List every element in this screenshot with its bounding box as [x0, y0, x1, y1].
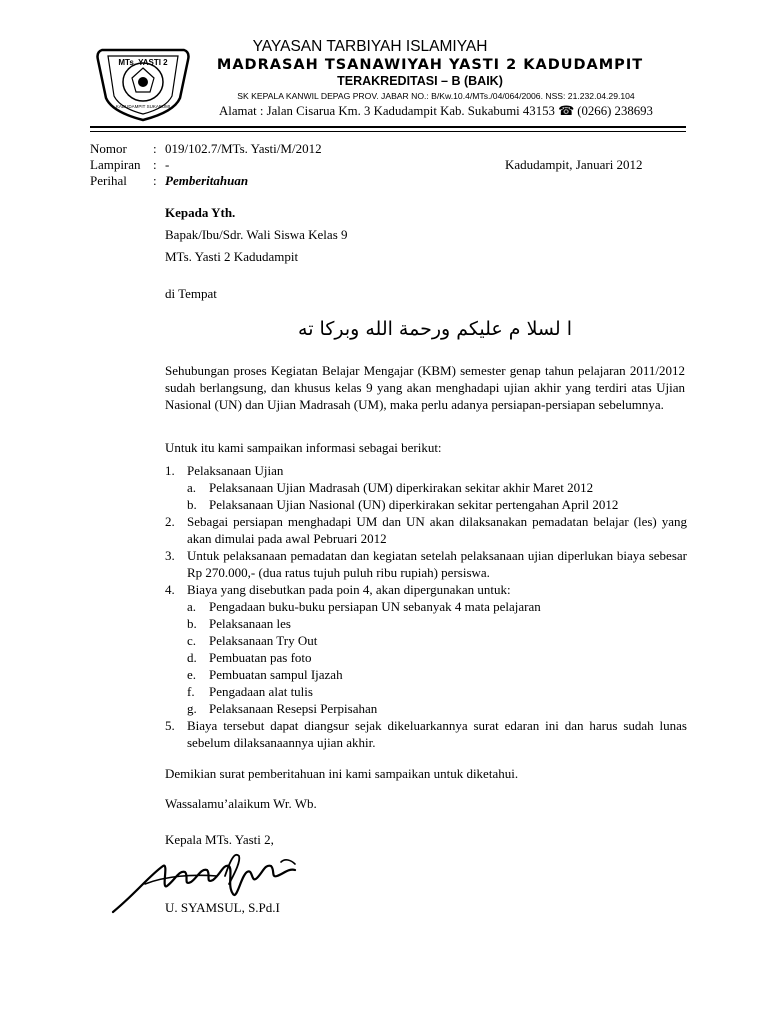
list-item-number: 5. [165, 718, 175, 733]
lampiran-value: - [165, 157, 170, 172]
nomor-value: 019/102.7/MTs. Yasti/M/2012 [165, 141, 322, 156]
recipient-line1: Bapak/Ibu/Sdr. Wali Siswa Kelas 9 [165, 227, 348, 242]
list-item [165, 547, 687, 581]
sub-list-item [165, 683, 687, 700]
sub-item-letter: c. [187, 633, 197, 648]
sub-item-letter: e. [187, 667, 197, 682]
lampiran-label: Lampiran [90, 157, 141, 172]
sub-item-letter: b. [187, 616, 197, 631]
perihal-label: Perihal [90, 173, 127, 188]
sub-list-item [165, 666, 687, 683]
sub-item-letter: a. [187, 480, 197, 495]
sub-item-letter: g. [187, 701, 197, 716]
recipient-line3: di Tempat [165, 286, 217, 301]
letterhead-rule-thin [90, 131, 686, 132]
paragraph-intro-list: Untuk itu kami sampaikan informasi sebagai berikut: [165, 440, 442, 455]
nomor-label: Nomor [90, 141, 127, 156]
sub-list-item [165, 496, 687, 513]
sub-item-letter: a. [187, 599, 197, 614]
school-name: MADRASAH TSANAWIYAH YASTI 2 KADUDAMPIT [216, 57, 644, 73]
info-list [165, 462, 687, 751]
decree-line: SK KEPALA KANWIL DEPAG PROV. JABAR NO.: B/Kw.10.4/MTs./04/064/2006. NSS: 21.232.04.29.104 [237, 91, 635, 101]
school-logo [94, 42, 192, 122]
logo-bottom-text: KADUDAMPIT SUKABUMI [115, 104, 171, 109]
perihal-colon: : [153, 173, 157, 188]
sub-item-text: Pelaksanaan Resepsi Perpisahan [209, 701, 378, 716]
letterhead-rule-thick [90, 126, 686, 128]
sub-item-text: Pelaksanaan Ujian Madrasah (UM) diperkirakan sekitar akhir Maret 2012 [209, 480, 594, 495]
address-line: Alamat : Jalan Cisarua Km. 3 Kadudampit Kab. Sukabumi 43153 ☎ (0266) 238693 [219, 104, 653, 118]
list-item-number: 3. [165, 548, 175, 563]
sub-list-item [165, 649, 687, 666]
sub-item-text: Pengadaan buku-buku persiapan UN sebanyak 4 mata pelajaran [209, 599, 541, 614]
foundation-name: YAYASAN TARBIYAH ISLAMIYAH [252, 38, 488, 55]
paragraph-closing: Demikian surat pemberitahuan ini kami sampaikan untuk diketahui. [165, 766, 519, 781]
list-item-number: 1. [165, 463, 175, 478]
sub-list-item [165, 700, 687, 717]
sub-item-text: Pembuatan sampul Ijazah [209, 667, 343, 682]
nomor-colon: : [153, 141, 157, 156]
sub-list-item [165, 598, 687, 615]
sub-list-item [165, 632, 687, 649]
list-item-text: Pelaksanaan Ujian [187, 463, 284, 478]
accreditation: TERAKREDITASI – B (BAIK) [337, 74, 503, 88]
sub-item-text: Pelaksanaan Try Out [209, 633, 318, 648]
place-date: Kadudampit, Januari 2012 [505, 157, 643, 172]
sub-item-text: Pengadaan alat tulis [209, 684, 313, 699]
sub-item-letter: f. [187, 684, 195, 699]
signatory-title: Kepala MTs. Yasti 2, [165, 832, 274, 847]
list-item-number: 2. [165, 514, 175, 529]
list-item-text: Sebagai persiapan menghadapi UM dan UN akan dilaksanakan pemadatan belajar (les) yang akan dimulai pada awal Pebruari 2012 [187, 514, 687, 546]
sub-item-letter: b. [187, 497, 197, 512]
list-item-text: Biaya tersebut dapat diangsur sejak dikeluarkannya surat edaran ini dan harus sudah lunas sebelum dilaksanaannya ujian akhir. [187, 718, 687, 750]
list-item-text: Untuk pelaksanaan pemadatan dan kegiatan setelah pelaksanaan ujian diperlukan biaya sebesar Rp 270.000,- (dua ratus tujuh puluh ribu rupiah) persiswa. [187, 548, 687, 580]
signatory-name: U. SYAMSUL, S.Pd.I [165, 900, 280, 915]
sub-item-text: Pelaksanaan les [209, 616, 291, 631]
arabic-salam: ا لسلا م عليكم ورحمة الله وبركا ته [298, 318, 572, 340]
paragraph-opening: Sehubungan proses Kegiatan Belajar Mengajar (KBM) semester genap tahun pelajaran 2011/2012 sudah berlangsung, dan khusus kelas 9 yang akan menghadapi ujian akhir yang terdiri atas Ujian Nasional (UN) dan Ujian Madrasah (UM), maka perlu adanya persiapan-persiapan sebelumnya. [165, 363, 685, 412]
perihal-value: Pemberitahuan [165, 173, 249, 188]
sub-item-letter: d. [187, 650, 197, 665]
list-item [165, 513, 687, 547]
lampiran-colon: : [153, 157, 157, 172]
sub-item-text: Pembuatan pas foto [209, 650, 312, 665]
list-item [165, 581, 687, 598]
logo-top-text: MTs. YASTI 2 [118, 58, 168, 67]
sub-item-text: Pelaksanaan Ujian Nasional (UN) diperkirakan sekitar pertengahan April 2012 [209, 497, 619, 512]
sub-list-item [165, 479, 687, 496]
list-item-text: Biaya yang disebutkan pada poin 4, akan dipergunakan untuk: [187, 582, 511, 597]
list-item-number: 4. [165, 582, 175, 597]
recipient-line2: MTs. Yasti 2 Kadudampit [165, 249, 299, 264]
list-item [165, 717, 687, 751]
list-item [165, 462, 687, 479]
recipient-greeting: Kepada Yth. [165, 205, 236, 220]
sub-list-item [165, 615, 687, 632]
wassalam: Wassalamu’alaikum Wr. Wb. [165, 796, 317, 811]
